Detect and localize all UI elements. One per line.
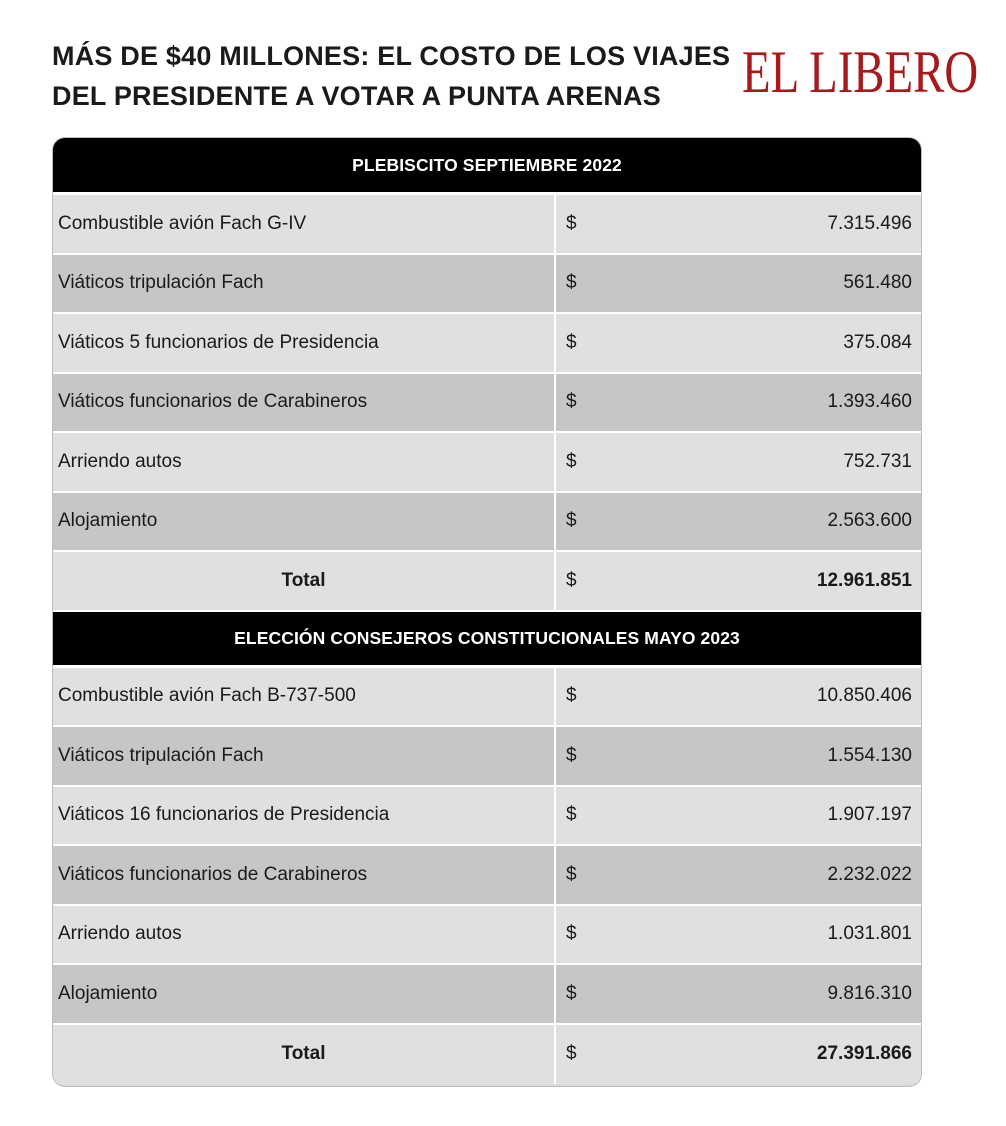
table-row xyxy=(53,727,921,787)
row-amount: 1.554.130 xyxy=(827,744,912,766)
section-header-eleccion: ELECCIÓN CONSEJEROS CONSTITUCIONALES MAYO 2023 xyxy=(53,612,921,668)
row-amount: 7.315.496 xyxy=(827,212,912,234)
row-amount: 1.393.460 xyxy=(827,391,912,413)
total-row xyxy=(53,552,921,612)
row-label: Combustible avión Fach G-IV xyxy=(53,195,556,253)
row-amount: 561.480 xyxy=(843,272,912,294)
row-currency: $ xyxy=(566,923,577,945)
row-currency: $ xyxy=(566,863,577,885)
row-label: Arriendo autos xyxy=(53,906,556,964)
row-amount: 1.031.801 xyxy=(827,923,912,945)
row-currency: $ xyxy=(566,510,577,532)
row-label: Combustible avión Fach B-737-500 xyxy=(53,668,556,726)
row-amount: 2.232.022 xyxy=(827,863,912,885)
row-amount: 375.084 xyxy=(843,331,912,353)
headline-line-2: DEL PRESIDENTE A VOTAR A PUNTA ARENAS xyxy=(52,81,661,111)
section-header-plebiscito: PLEBISCITO SEPTIEMBRE 2022 xyxy=(53,138,921,195)
row-amount: 10.850.406 xyxy=(816,685,912,707)
row-currency: $ xyxy=(566,331,577,353)
row-label: Arriendo autos xyxy=(53,433,556,491)
table-row xyxy=(53,668,921,728)
total-label: Total xyxy=(53,552,556,610)
row-label: Alojamiento xyxy=(53,965,556,1023)
table-row xyxy=(53,374,921,434)
cost-table xyxy=(53,138,921,1086)
table-row xyxy=(53,433,921,493)
row-currency: $ xyxy=(566,391,577,413)
table-row xyxy=(53,314,921,374)
table-row xyxy=(53,965,921,1025)
row-currency: $ xyxy=(566,982,577,1004)
row-amount: 1.907.197 xyxy=(827,804,912,826)
total-label: Total xyxy=(53,1025,556,1085)
table-row xyxy=(53,787,921,847)
total-currency: $ xyxy=(566,569,577,591)
row-amount: 752.731 xyxy=(843,450,912,472)
table-row xyxy=(53,906,921,966)
row-label: Viáticos tripulación Fach xyxy=(53,255,556,313)
total-amount: 12.961.851 xyxy=(816,569,912,591)
row-label: Alojamiento xyxy=(53,493,556,551)
row-label: Viáticos 16 funcionarios de Presidencia xyxy=(53,787,556,845)
row-currency: $ xyxy=(566,450,577,472)
total-amount: 27.391.866 xyxy=(816,1043,912,1065)
row-label: Viáticos funcionarios de Carabineros xyxy=(53,374,556,432)
row-currency: $ xyxy=(566,804,577,826)
row-currency: $ xyxy=(566,212,577,234)
table-row xyxy=(53,195,921,255)
table-row xyxy=(53,255,921,315)
headline-line-1: MÁS DE $40 MILLONES: EL COSTO DE LOS VIAJES xyxy=(52,41,731,71)
el-libero-logo: EL LIBERO xyxy=(742,39,979,105)
table-row xyxy=(53,493,921,553)
headline xyxy=(52,36,732,116)
total-currency: $ xyxy=(566,1043,577,1065)
row-currency: $ xyxy=(566,744,577,766)
total-row xyxy=(53,1025,921,1085)
row-label: Viáticos funcionarios de Carabineros xyxy=(53,846,556,904)
row-amount: 9.816.310 xyxy=(827,982,912,1004)
table-row xyxy=(53,846,921,906)
row-label: Viáticos 5 funcionarios de Presidencia xyxy=(53,314,556,372)
row-label: Viáticos tripulación Fach xyxy=(53,727,556,785)
row-currency: $ xyxy=(566,272,577,294)
row-amount: 2.563.600 xyxy=(827,510,912,532)
row-currency: $ xyxy=(566,685,577,707)
